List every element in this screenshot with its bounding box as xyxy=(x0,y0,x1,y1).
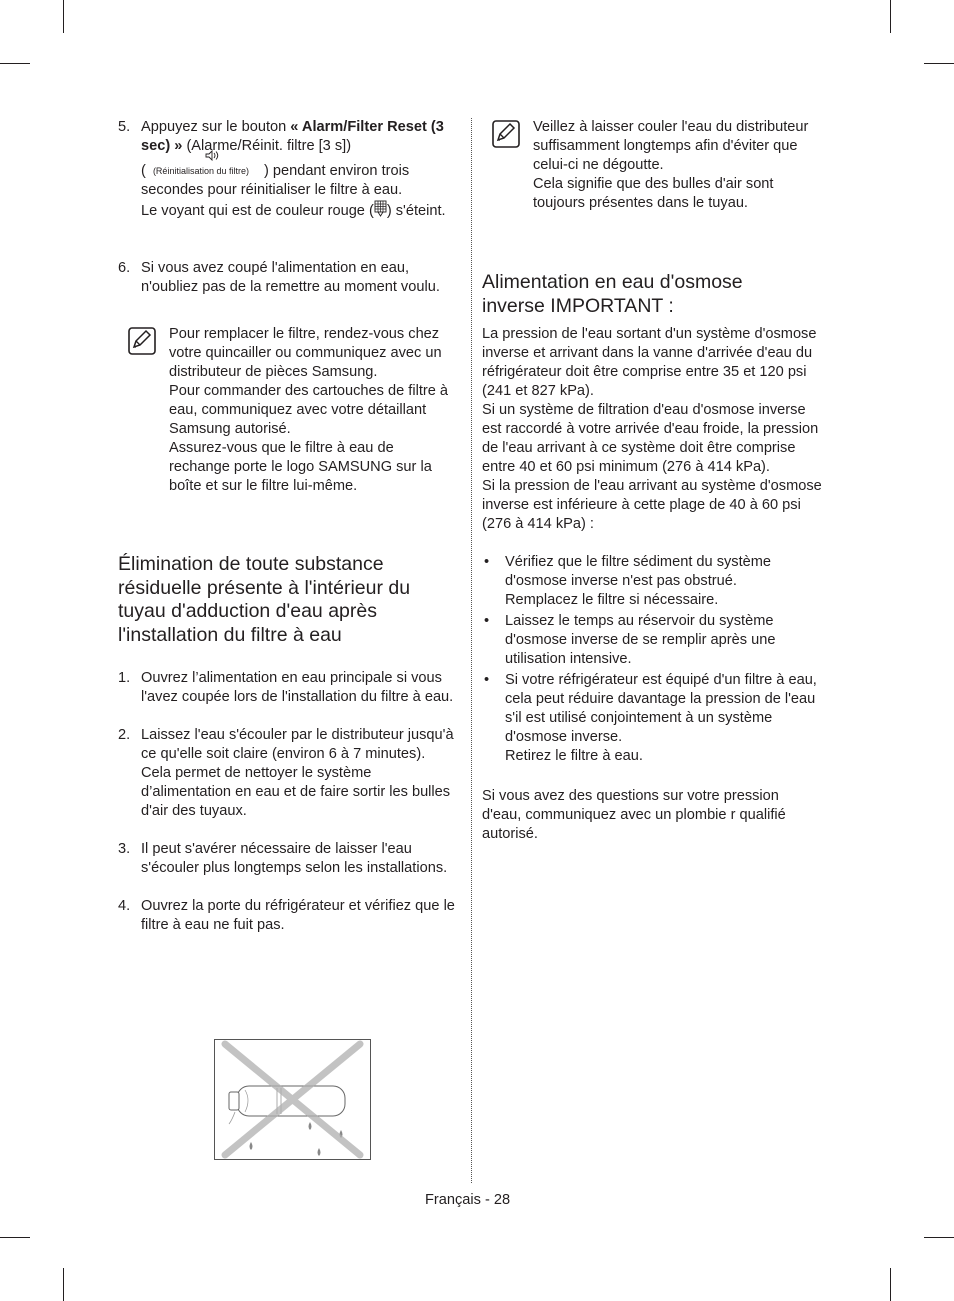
column-divider xyxy=(471,118,472,1183)
section-heading: Élimination de toute substance résiduelle présente à l'intérieur du tuyau d'adduction d'eau après l'installation du filtre à eau xyxy=(118,553,411,646)
step-5 xyxy=(118,118,458,221)
step-text: Il peut s'avérer nécessaire de laisser l'eau s'écouler plus longtemps selon les installations. xyxy=(141,841,448,876)
step-4 xyxy=(118,897,458,935)
note-box xyxy=(482,118,822,213)
bullet-symbol: • xyxy=(484,672,490,688)
step-text: (Alarme/Réinit. filtre [3 s]) xyxy=(182,138,352,154)
note-text: Pour remplacer le filtre, rendez-vous chez votre quincailler ou communiquez avec un distributeur de pièces Samsung. xyxy=(169,326,442,380)
note-text: Assurez-vous que le filtre à eau de rechange porte le logo SAMSUNG sur la boîte et sur le filtre lui-même. xyxy=(169,440,432,494)
step-3 xyxy=(118,840,458,878)
filter-indicator-icon xyxy=(374,200,387,217)
step-1 xyxy=(118,669,458,707)
crop-mark xyxy=(0,1237,30,1238)
bullet-text: Laissez le temps au réservoir du système d'osmose inverse de se remplir après une utilisation intensive. xyxy=(505,613,776,667)
step-text: ) s'éteint. xyxy=(386,203,446,219)
step-number: 3. xyxy=(118,841,131,857)
step-text: Ouvrez l’alimentation en eau principale si vous l'avez coupée lors de l'installation du filtre à eau. xyxy=(141,670,454,705)
step-text: Le voyant qui est de couleur rouge ( xyxy=(141,203,374,219)
crop-mark xyxy=(63,0,64,33)
bullet-text: Vérifiez que le filtre sédiment du système d'osmose inverse n'est pas obstrué. xyxy=(505,554,772,589)
step-6-text: Si vous avez coupé l'alimentation en eau, n'oubliez pas de la remettre au moment voulu. xyxy=(141,260,440,295)
step-5-text xyxy=(141,118,458,221)
note-pencil-icon xyxy=(492,120,520,148)
step-number: 1. xyxy=(118,670,131,686)
bullet-symbol: • xyxy=(484,554,490,570)
pressure-paragraphs xyxy=(482,325,822,534)
step-text: ) pendant environ trois secondes pour réinitialiser le filtre à eau. xyxy=(141,163,410,198)
list-item xyxy=(482,612,822,669)
section-heading: Alimentation en eau d'osmose inverse IMPORTANT : xyxy=(482,271,743,317)
icon-caption: (Réinitialisation du filtre) xyxy=(152,166,249,176)
leaking-filter-crossed-out-icon xyxy=(215,1040,370,1159)
crop-mark xyxy=(0,63,30,64)
list-item xyxy=(482,553,822,610)
left-column xyxy=(118,118,458,935)
bullet-list xyxy=(482,553,822,766)
bullet-text: Si votre réfrigérateur est équipé d'un filtre à eau, cela peut réduire davantage la pression de l'eau s'il est utilisé conjointement à un système d'osmose inverse. xyxy=(505,672,817,745)
button-label: « Alarm/Filter Reset (3 sec) » xyxy=(141,119,444,154)
bullet-symbol: • xyxy=(484,613,490,629)
crop-mark xyxy=(924,63,954,64)
paragraph: Si la pression de l'eau arrivant au système d'osmose inverse est inférieure à cette plage de 40 à 60 psi (276 à 414 kPa) : xyxy=(482,478,822,532)
step-text: Laissez l'eau s'écouler par le distributeur jusqu'à ce qu'elle soit claire (environ 6 à 7 minutes). xyxy=(141,727,454,762)
step-text: Ouvrez la porte du réfrigérateur et vérifiez que le filtre à eau ne fuit pas. xyxy=(141,898,455,933)
paragraph: Si un système de filtration d'eau d'osmose inverse est raccordé à votre arrivée d'eau froide, la pression de l'eau arrivant à ce système doit être comprise entre 40 et 60 psi minimum (276 à 414 kPa). xyxy=(482,402,819,475)
crop-mark xyxy=(63,1268,64,1301)
step-number: 2. xyxy=(118,727,131,743)
note-text: Veillez à laisser couler l'eau du distributeur suffisamment longtemps afin d'éviter que celui-ci ne dégoutte. xyxy=(533,119,809,173)
bullet-text: Retirez le filtre à eau. xyxy=(505,748,643,764)
crop-mark xyxy=(924,1237,954,1238)
crop-mark xyxy=(890,0,891,33)
step-6 xyxy=(118,259,458,297)
closing-paragraph: Si vous avez des questions sur votre pression d'eau, communiquez avec un plombie r qualifié autorisé. xyxy=(482,788,786,842)
leaking-filter-figure xyxy=(214,1039,371,1160)
page-number: Français - 28 xyxy=(425,1192,511,1208)
note-pencil-icon xyxy=(128,327,156,355)
note-text: Cela signifie que des bulles d'air sont toujours présentes dans le tuyau. xyxy=(533,176,774,211)
filter-reset-icon-group xyxy=(150,156,264,175)
bullet-text: Remplacez le filtre si nécessaire. xyxy=(505,592,719,608)
sound-icon xyxy=(205,150,219,161)
step-number: 6. xyxy=(118,260,131,276)
note-box xyxy=(118,325,458,496)
paragraph: La pression de l'eau sortant d'un système d'osmose inverse et arrivant dans la vanne d'arrivée d'eau du réfrigérateur doit être comprise entre 35 et 120 psi (241 et 827 kPa). xyxy=(482,326,817,399)
step-text: Appuyez sur le bouton xyxy=(141,119,291,135)
step-2 xyxy=(118,726,458,821)
right-column xyxy=(482,118,822,844)
paren: ( xyxy=(141,163,146,179)
step-number: 5. xyxy=(118,119,131,135)
list-item xyxy=(482,671,822,766)
note-text: Pour commander des cartouches de filtre à eau, communiquez avec votre détaillant Samsung autorisé. xyxy=(169,383,449,437)
steps-list xyxy=(118,669,458,935)
crop-mark xyxy=(890,1268,891,1301)
step-text: Cela permet de nettoyer le système d’alimentation en eau et de faire sortir les bulles d'air des tuyaux. xyxy=(141,765,451,819)
step-number: 4. xyxy=(118,898,131,914)
